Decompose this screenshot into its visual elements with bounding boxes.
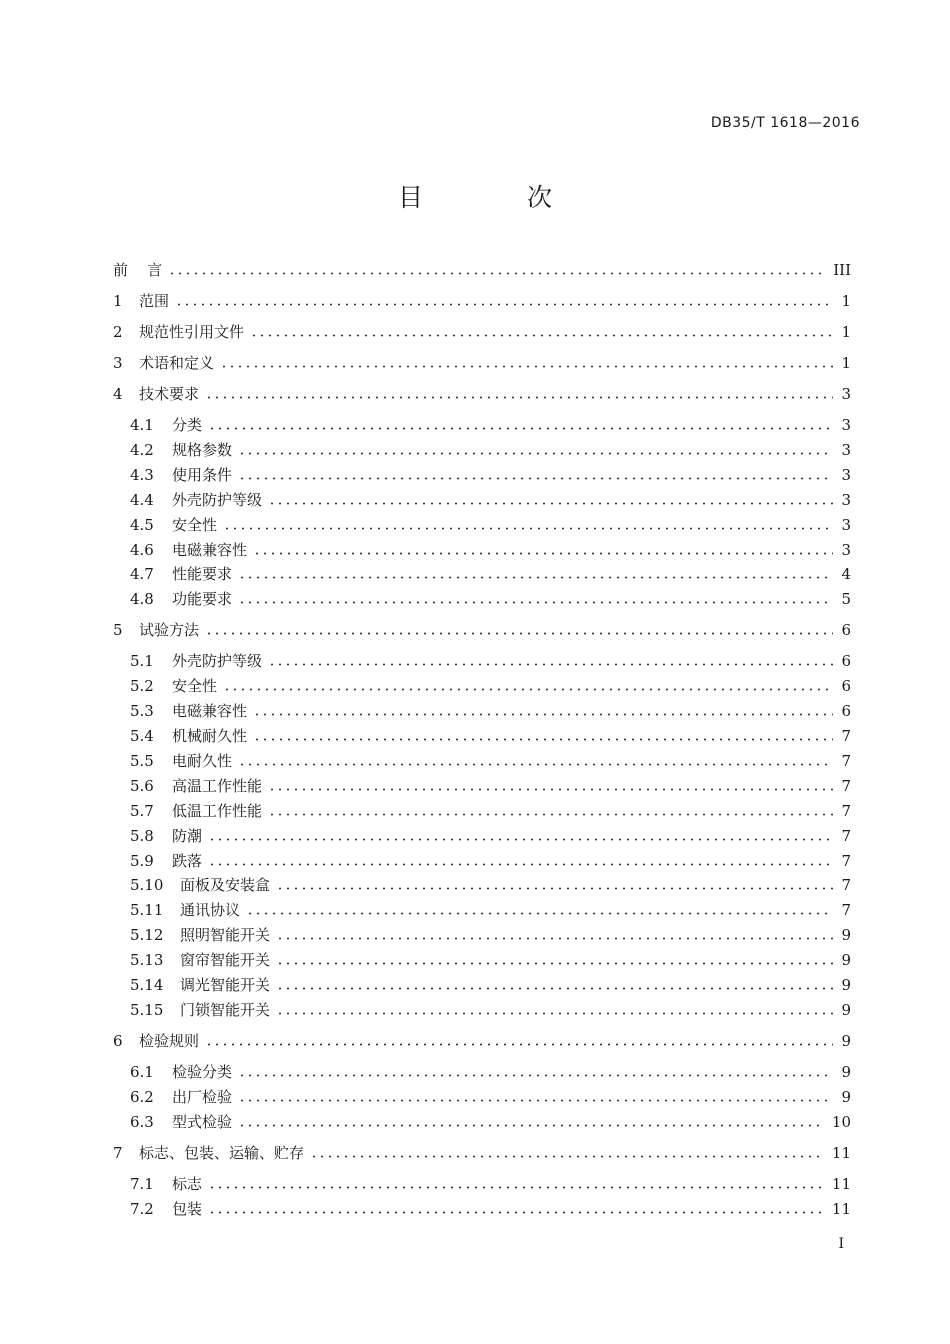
- toc-entry-page: 5: [841, 590, 851, 609]
- toc-entry-number: 5.14: [130, 976, 164, 994]
- toc-leader-dots: [253, 552, 833, 555]
- toc-entry[interactable]: [113, 620, 851, 640]
- toc-entry-label: 范围: [139, 292, 170, 310]
- toc-entry-page: 9: [841, 926, 851, 945]
- toc-entry-number: 5.1: [130, 652, 154, 671]
- toc-entry-number: 4.8: [130, 590, 154, 609]
- toc-leader-dots: [268, 788, 833, 791]
- toc-leader-dots: [276, 937, 833, 940]
- toc-leader-dots: [276, 1012, 833, 1015]
- toc-entry-number: 7: [113, 1143, 123, 1162]
- toc-leader-dots: [205, 632, 833, 635]
- toc-entry[interactable]: [130, 975, 851, 995]
- toc-entry-page: 7: [841, 851, 851, 870]
- toc-entry-number: 5.7: [130, 801, 154, 820]
- toc-entry[interactable]: [130, 676, 851, 696]
- toc-entry[interactable]: [113, 260, 851, 280]
- toc-entry-label: 功能要求: [172, 590, 233, 609]
- toc-entry-label: 照明智能开关: [180, 926, 271, 945]
- toc-leader-dots: [238, 1124, 824, 1127]
- toc-leader-dots: [268, 813, 833, 816]
- toc-entry[interactable]: [113, 384, 851, 404]
- toc-entry-number: 3: [113, 354, 123, 372]
- toc-entry-number: 4.7: [130, 565, 154, 584]
- page-number: I: [838, 1236, 844, 1252]
- toc-entry-label: 面板及安装盒: [180, 876, 271, 895]
- toc-leader-dots: [253, 713, 833, 716]
- toc-entry-page: 9: [841, 1000, 851, 1019]
- toc-entry[interactable]: [130, 490, 851, 510]
- toc-entry-page: 6: [841, 702, 851, 721]
- toc-entry-page: 11: [831, 1174, 851, 1193]
- toc-entry-page: 1: [841, 323, 851, 341]
- toc-entry[interactable]: [130, 875, 851, 895]
- toc-leader-dots: [205, 396, 833, 399]
- toc-leader-dots: [238, 601, 833, 604]
- toc-entry[interactable]: [113, 291, 851, 311]
- toc-leader-dots: [238, 1074, 833, 1077]
- toc-entry[interactable]: [130, 1174, 851, 1194]
- toc-entry[interactable]: [130, 826, 851, 846]
- toc-entry-label: 门锁智能开关: [180, 1000, 271, 1019]
- toc-entry-label: 电磁兼容性: [172, 702, 248, 721]
- page-title: 目 次: [398, 183, 600, 212]
- toc-entry-label: 电耐久性: [172, 751, 233, 770]
- toc-entry-page: 1: [841, 292, 851, 310]
- toc-leader-dots: [238, 1099, 833, 1102]
- toc-leader-dots: [223, 688, 833, 691]
- toc-leader-dots: [268, 502, 833, 505]
- toc-entry-page: 6: [841, 677, 851, 696]
- toc-leader-dots: [238, 452, 833, 455]
- toc-entry-page: 9: [841, 976, 851, 994]
- toc-entry-label: 包装: [172, 1199, 203, 1218]
- toc-entry[interactable]: [130, 540, 851, 560]
- toc-entry-number: 5.13: [130, 951, 164, 970]
- toc-leader-dots: [168, 272, 825, 275]
- toc-entry-label: 性能要求: [172, 565, 233, 584]
- toc-entry-page: 7: [841, 826, 851, 845]
- toc-entry-page: 3: [841, 385, 851, 403]
- toc-entry-number: 6.2: [130, 1087, 154, 1106]
- toc-entry-number: 5.4: [130, 727, 154, 745]
- toc-entry-label: 分类: [172, 416, 203, 434]
- toc-entry-page: 7: [841, 776, 851, 795]
- toc-entry-page: 10: [831, 1112, 851, 1131]
- toc-entry-page: 3: [841, 440, 851, 459]
- toc-entry-label: 安全性: [172, 515, 218, 534]
- toc-leader-dots: [246, 912, 833, 915]
- toc-leader-dots: [220, 365, 833, 368]
- toc-entry[interactable]: [130, 801, 851, 821]
- toc-entry-number: 2: [113, 323, 123, 341]
- toc-entry-label: 检验规则: [139, 1031, 200, 1050]
- toc-entry[interactable]: [130, 925, 851, 945]
- toc-entry-number: 5.11: [130, 901, 164, 920]
- toc-entry-page: 11: [831, 1199, 851, 1218]
- toc-entry[interactable]: [130, 589, 851, 609]
- toc-entry-label: 试验方法: [139, 621, 200, 640]
- toc-entry[interactable]: [113, 322, 851, 342]
- toc-entry-number: 4.3: [130, 465, 154, 484]
- toc-entry-number: 1: [113, 292, 123, 310]
- toc-entry-label: 调光智能开关: [180, 976, 271, 994]
- toc-entry-number: 6: [113, 1031, 123, 1050]
- toc-entry-number: 4.4: [130, 490, 154, 509]
- toc-entry-number: 7.2: [130, 1199, 154, 1218]
- toc-entry-label: 电磁兼容性: [172, 540, 248, 559]
- toc-entry[interactable]: [113, 1143, 851, 1163]
- toc-entry-label: 外壳防护等级: [172, 490, 263, 509]
- toc-entry-number: 6.3: [130, 1112, 154, 1131]
- toc-entry[interactable]: [113, 1031, 851, 1051]
- toc-entry[interactable]: [130, 900, 851, 920]
- toc-entry-label: 术语和定义: [139, 354, 215, 372]
- toc-leader-dots: [250, 334, 833, 337]
- toc-leader-dots: [276, 962, 833, 965]
- toc-entry-number: 5.6: [130, 776, 154, 795]
- toc-entry-number: 5: [113, 621, 123, 640]
- toc-entry-number: 5.8: [130, 826, 154, 845]
- toc-entry-page: 3: [841, 416, 851, 434]
- toc-leader-dots: [238, 477, 833, 480]
- toc-entry-number: 4.2: [130, 440, 154, 459]
- toc-leader-dots: [268, 663, 833, 666]
- toc-entry-label: 通讯协议: [180, 901, 241, 920]
- toc-entry[interactable]: [130, 651, 851, 671]
- toc-leader-dots: [253, 738, 833, 741]
- toc-entry-number: 5.10: [130, 876, 164, 895]
- toc-leader-dots: [223, 527, 833, 530]
- toc-entry-number: 4: [113, 385, 123, 403]
- toc-entry-number: 5.9: [130, 851, 154, 870]
- toc-leader-dots: [208, 427, 833, 430]
- toc-entry[interactable]: [130, 726, 851, 746]
- toc-entry-page: 7: [841, 727, 851, 745]
- toc-entry[interactable]: [130, 1112, 851, 1132]
- toc-entry[interactable]: [130, 440, 851, 460]
- toc-leader-dots: [276, 987, 833, 990]
- toc-entry[interactable]: [130, 1000, 851, 1020]
- toc-entry-label: 使用条件: [172, 465, 233, 484]
- toc-entry-page: 3: [841, 540, 851, 559]
- toc-entry[interactable]: [130, 515, 851, 535]
- toc-entry-label: 高温工作性能: [172, 776, 263, 795]
- toc-entry-page: 4: [841, 565, 851, 584]
- toc-leader-dots: [208, 838, 833, 841]
- toc-entry-page: 9: [841, 1087, 851, 1106]
- toc-entry-page: 6: [841, 652, 851, 671]
- toc-entry-page: 11: [831, 1143, 851, 1162]
- toc-entry[interactable]: [130, 701, 851, 721]
- toc-entry-label: 检验分类: [172, 1062, 233, 1081]
- toc-entry-number: 5.2: [130, 677, 154, 696]
- toc-entry[interactable]: [130, 564, 851, 584]
- toc-leader-dots: [208, 863, 833, 866]
- toc-entry[interactable]: [130, 465, 851, 485]
- toc-leader-dots: [238, 576, 833, 579]
- toc-entry-label: 外壳防护等级: [172, 652, 263, 671]
- toc-entry-page: III: [833, 261, 851, 279]
- toc-entry-label: 机械耐久性: [172, 727, 248, 745]
- toc-entry-number: 4.6: [130, 540, 154, 559]
- toc-entry-label: 安全性: [172, 677, 218, 696]
- toc-entry[interactable]: [130, 1087, 851, 1107]
- toc-entry-number: 4.1: [130, 416, 154, 434]
- toc-leader-dots: [310, 1155, 824, 1158]
- toc-entry-label: 跌落: [172, 851, 203, 870]
- toc-entry-label: 技术要求: [139, 385, 200, 403]
- toc-leader-dots: [175, 303, 833, 306]
- toc-entry-label: 规格参数: [172, 440, 233, 459]
- toc-entry-label: 低温工作性能: [172, 801, 263, 820]
- toc-leader-dots: [205, 1043, 833, 1046]
- toc-entry-page: 3: [841, 490, 851, 509]
- toc-entry-label: 型式检验: [172, 1112, 233, 1131]
- toc-entry-page: 9: [841, 951, 851, 970]
- toc-entry[interactable]: [130, 1199, 851, 1219]
- toc-entry[interactable]: [130, 1062, 851, 1082]
- toc-entry-page: 9: [841, 1031, 851, 1050]
- toc-entry[interactable]: [130, 751, 851, 771]
- toc-leader-dots: [208, 1211, 824, 1214]
- toc-entry-page: 9: [841, 1062, 851, 1081]
- toc-entry-number: 5.5: [130, 751, 154, 770]
- toc-entry-number: 5.12: [130, 926, 164, 945]
- toc-entry-label: 防潮: [172, 826, 203, 845]
- toc-entry-label: 标志、包装、运输、贮存: [139, 1143, 305, 1162]
- toc-entry-number: 5.15: [130, 1000, 164, 1019]
- toc-entry-page: 6: [841, 621, 851, 640]
- toc-leader-dots: [276, 887, 833, 890]
- toc-entry-page: 7: [841, 901, 851, 920]
- toc-entry-number: 5.3: [130, 702, 154, 721]
- toc-entry-page: 3: [841, 465, 851, 484]
- toc-entry-page: 3: [841, 515, 851, 534]
- toc-entry-label: 出厂检验: [172, 1087, 233, 1106]
- toc-entry[interactable]: [113, 353, 851, 373]
- toc-entry-number: 7.1: [130, 1174, 154, 1193]
- toc-entry-label: 窗帘智能开关: [180, 951, 271, 970]
- toc-entry-label: 规范性引用文件: [139, 323, 245, 341]
- toc-entry-number: 6.1: [130, 1062, 154, 1081]
- toc-entry-page: 7: [841, 876, 851, 895]
- document-code: DB35/T 1618—2016: [710, 115, 860, 131]
- toc-entry-page: 1: [841, 354, 851, 372]
- toc-entry[interactable]: [130, 851, 851, 871]
- toc-leader-dots: [238, 763, 833, 766]
- toc-entry[interactable]: [130, 776, 851, 796]
- toc-entry-number: 4.5: [130, 515, 154, 534]
- toc-entry[interactable]: [130, 415, 851, 435]
- toc-leader-dots: [208, 1186, 824, 1189]
- toc-entry-label: 前 言: [113, 261, 163, 279]
- toc-entry-label: 标志: [172, 1174, 203, 1193]
- toc-entry[interactable]: [130, 950, 851, 970]
- toc-entry-page: 7: [841, 751, 851, 770]
- toc-entry-page: 7: [841, 801, 851, 820]
